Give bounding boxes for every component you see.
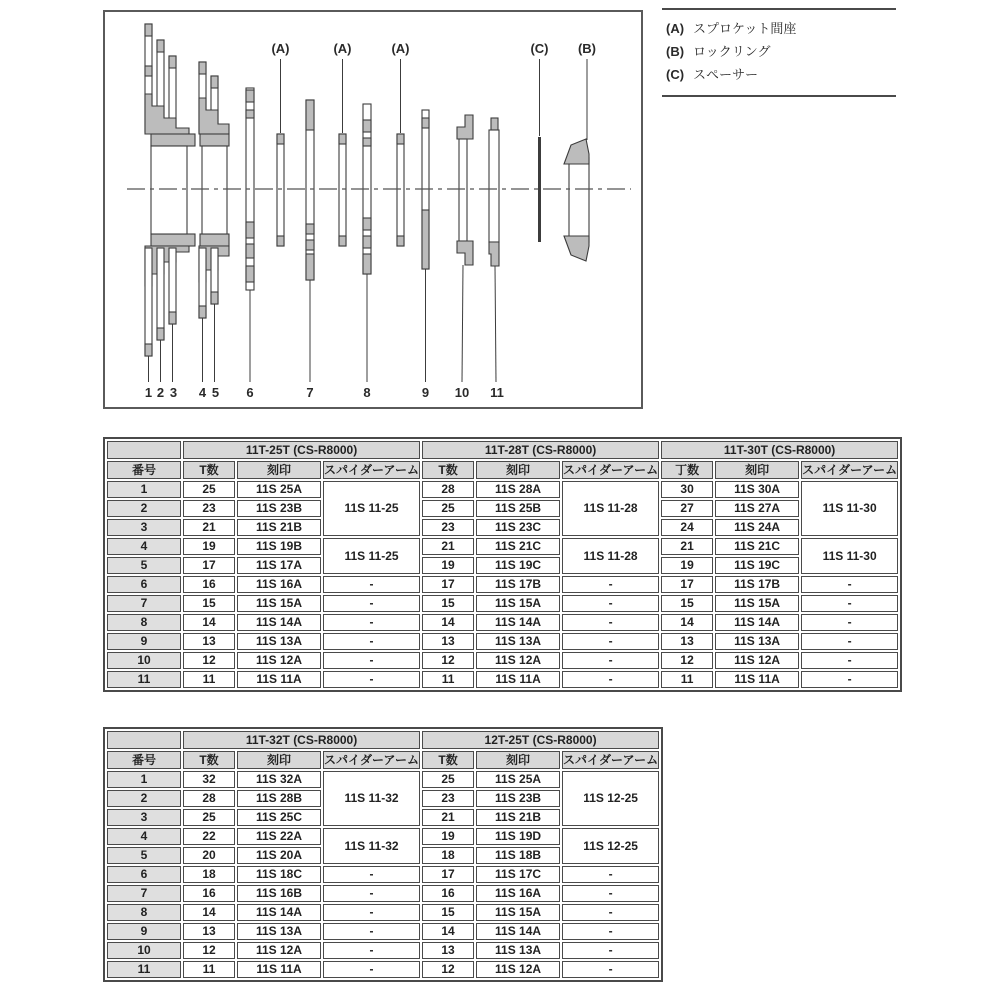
legend [662,8,896,97]
table-row [107,885,659,902]
column-header: 丁数 [661,461,713,479]
engraving-cell: 11S 17C [476,866,560,883]
callout-leader-lines [281,59,588,140]
t-count-cell: 19 [661,557,713,574]
lock-ring-b [564,139,589,261]
table-row [107,519,898,536]
spider-arm-cell: - [562,576,659,593]
engraving-cell: 11S 16B [237,885,321,902]
engraving-cell: 11S 13A [476,633,560,650]
engraving-cell: 11S 23C [476,519,560,536]
spider-arm-cell: - [562,614,659,631]
t-count-cell: 12 [422,652,474,669]
t-count-cell: 19 [422,557,474,574]
spider-arm-cell: - [323,595,420,612]
spider-arm-cell: - [562,652,659,669]
spider-arm-cell: - [562,866,659,883]
t-count-cell: 20 [183,847,235,864]
t-count-cell: 21 [661,538,713,555]
engraving-cell: 11S 17A [237,557,321,574]
table-row [107,595,898,612]
table-row [107,557,898,574]
sprocket-cluster-4-5 [199,62,229,318]
column-header: T数 [422,461,474,479]
t-count-cell: 17 [183,557,235,574]
group-title: 11T-32T (CS-R8000) [183,731,420,749]
t-count-cell: 17 [422,576,474,593]
row-number-cell: 7 [107,595,181,612]
row-number-cell: 2 [107,790,181,807]
table-row [107,828,659,845]
t-count-cell: 18 [422,847,474,864]
engraving-cell: 11S 23B [476,790,560,807]
column-header: T数 [183,461,235,479]
legend-label-c: スペーサー [693,67,759,82]
spider-arm-cell: - [562,923,659,940]
spider-arm-cell: - [323,866,420,883]
t-count-cell: 16 [422,885,474,902]
sprocket-spacer-a2 [339,134,346,246]
table-row [107,961,659,978]
table-row [107,538,898,555]
cassette-diagram-svg [105,12,641,407]
sprocket-11 [489,118,499,266]
column-header: 刻印 [476,461,560,479]
part-number-8: 8 [363,385,371,400]
column-header: スパイダーアーム [802,463,898,477]
t-count-cell: 21 [422,538,474,555]
engraving-cell: 11S 13A [715,633,799,650]
spider-arm-cell: - [562,904,659,921]
part-number-2: 2 [156,385,165,400]
row-number-cell: 8 [107,904,181,921]
table-corner-cell [107,731,181,749]
column-header: スパイダーアーム [324,463,420,477]
engraving-cell: 11S 21B [237,519,321,536]
t-count-cell: 21 [422,809,474,826]
engraving-cell: 11S 14A [476,923,560,940]
spider-arm-cell: - [323,614,420,631]
engraving-cell: 11S 11A [476,671,560,688]
column-header: 刻印 [237,751,321,769]
engraving-cell: 11S 18B [476,847,560,864]
sprocket-spacer-a3 [397,134,404,246]
engraving-cell: 11S 16A [476,885,560,902]
spider-arm-cell: - [801,671,898,688]
row-number-cell: 5 [107,847,181,864]
t-count-cell: 18 [183,866,235,883]
t-count-cell: 19 [183,538,235,555]
spider-arm-cell: - [562,961,659,978]
callout-b: (B) [577,41,597,56]
t-count-cell: 28 [422,481,474,498]
t-count-cell: 23 [422,519,474,536]
column-header: スパイダーアーム [563,753,659,767]
legend-key-b: (B) [666,44,685,59]
t-count-cell: 11 [183,671,235,688]
row-number-cell: 4 [107,538,181,555]
sprocket-10 [457,115,473,265]
t-count-cell: 25 [422,771,474,788]
column-header: 刻印 [476,751,560,769]
engraving-cell: 11S 12A [476,652,560,669]
engraving-cell: 11S 17B [476,576,560,593]
spider-arm-cell: - [801,614,898,631]
row-number-cell: 5 [107,557,181,574]
row-number-cell: 9 [107,633,181,650]
row-number-cell: 1 [107,481,181,498]
engraving-cell: 11S 15A [476,595,560,612]
table-row [107,671,898,688]
t-count-cell: 25 [422,500,474,517]
part-number-4: 4 [198,385,207,400]
t-count-cell: 15 [183,595,235,612]
spider-arm-cell: - [323,671,420,688]
engraving-cell: 11S 32A [237,771,321,788]
spider-arm-cell: 11S 11-25 [323,538,420,574]
spec-table-2 [103,727,663,982]
cassette-exploded-diagram [103,10,643,409]
t-count-cell: 13 [183,923,235,940]
engraving-cell: 11S 25A [237,481,321,498]
engraving-cell: 11S 28A [476,481,560,498]
legend-item-a [666,17,894,40]
row-number-cell: 7 [107,885,181,902]
t-count-cell: 13 [422,942,474,959]
legend-key-c: (C) [666,67,685,82]
t-count-cell: 19 [422,828,474,845]
spider-arm-cell: - [323,923,420,940]
group-title: 11T-25T (CS-R8000) [183,441,420,459]
spider-arm-cell: - [562,885,659,902]
t-count-cell: 16 [183,885,235,902]
spider-arm-cell: - [323,885,420,902]
spider-arm-cell: - [323,652,420,669]
engraving-cell: 11S 19D [476,828,560,845]
table-row [107,614,898,631]
row-number-cell: 10 [107,942,181,959]
spider-arm-cell: 11S 11-30 [801,538,898,574]
table-row [107,633,898,650]
spider-arm-cell: 11S 12-25 [562,828,659,864]
sprocket-7 [306,100,314,280]
table-row [107,481,898,498]
spider-arm-cell: 11S 11-28 [562,538,659,574]
t-count-cell: 32 [183,771,235,788]
engraving-cell: 11S 28B [237,790,321,807]
row-number-cell: 10 [107,652,181,669]
part-number-1: 1 [144,385,153,400]
column-header: スパイダーアーム [563,463,659,477]
engraving-cell: 11S 12A [237,652,321,669]
t-count-cell: 16 [183,576,235,593]
engraving-cell: 11S 15A [476,904,560,921]
t-count-cell: 14 [422,923,474,940]
column-header: T数 [422,751,474,769]
legend-item-b [666,40,894,63]
row-number-cell: 2 [107,500,181,517]
row-number-cell: 4 [107,828,181,845]
part-number-10: 10 [454,385,470,400]
engraving-cell: 11S 11A [237,961,321,978]
part-number-11: 11 [490,385,504,400]
spider-arm-cell: 11S 11-32 [323,771,420,826]
sprocket-spacer-a1 [277,134,284,246]
engraving-cell: 11S 21B [476,809,560,826]
engraving-cell: 11S 14A [237,614,321,631]
t-count-cell: 11 [183,961,235,978]
row-number-cell: 6 [107,866,181,883]
engraving-cell: 11S 15A [715,595,799,612]
table-row [107,866,659,883]
t-count-cell: 12 [183,652,235,669]
column-header: スパイダーアーム [324,753,420,767]
part-number-6: 6 [246,385,254,400]
legend-label-a: スプロケット間座 [693,21,797,36]
t-count-cell: 25 [183,481,235,498]
t-count-cell: 23 [183,500,235,517]
spider-arm-cell: - [323,961,420,978]
t-count-cell: 17 [661,576,713,593]
t-count-cell: 27 [661,500,713,517]
t-count-cell: 13 [661,633,713,650]
spider-arm-cell: 11S 12-25 [562,771,659,826]
spider-arm-cell: - [562,942,659,959]
engraving-cell: 11S 30A [715,481,799,498]
engraving-cell: 11S 18C [237,866,321,883]
table-corner-cell [107,441,181,459]
spider-arm-cell: 11S 11-25 [323,481,420,536]
engraving-cell: 11S 20A [237,847,321,864]
row-number-cell: 11 [107,961,181,978]
spider-arm-cell: - [801,576,898,593]
engraving-cell: 11S 19B [237,538,321,555]
engraving-cell: 11S 19C [476,557,560,574]
engraving-cell: 11S 21C [476,538,560,555]
column-header: 刻印 [715,461,799,479]
engraving-cell: 11S 14A [476,614,560,631]
t-count-cell: 15 [422,904,474,921]
t-count-cell: 14 [183,904,235,921]
group-title: 12T-25T (CS-R8000) [422,731,659,749]
t-count-cell: 13 [422,633,474,650]
row-number-cell: 6 [107,576,181,593]
callout-a2: (A) [333,41,352,56]
engraving-cell: 11S 12A [715,652,799,669]
table-row [107,652,898,669]
t-count-cell: 23 [422,790,474,807]
sprocket-cluster-1-3 [145,24,195,356]
spider-arm-cell: 11S 11-30 [801,481,898,536]
row-number-cell: 9 [107,923,181,940]
spider-arm-cell: - [323,576,420,593]
callout-a1: (A) [271,41,290,56]
engraving-cell: 11S 16A [237,576,321,593]
group-title: 11T-30T (CS-R8000) [661,441,898,459]
column-header: T数 [183,751,235,769]
legend-label-b: ロックリング [693,44,771,59]
column-header-number: 番号 [107,751,181,769]
part-number-5: 5 [211,385,220,400]
row-number-cell: 1 [107,771,181,788]
spider-arm-cell: - [323,904,420,921]
engraving-cell: 11S 24A [715,519,799,536]
table-row [107,942,659,959]
spider-arm-cell: - [562,633,659,650]
group-title: 11T-28T (CS-R8000) [422,441,659,459]
engraving-cell: 11S 21C [715,538,799,555]
t-count-cell: 17 [422,866,474,883]
spider-arm-cell: - [801,595,898,612]
t-count-cell: 28 [183,790,235,807]
column-header-number: 番号 [107,461,181,479]
column-header: 刻印 [237,461,321,479]
row-number-cell: 8 [107,614,181,631]
t-count-cell: 30 [661,481,713,498]
engraving-cell: 11S 25C [237,809,321,826]
t-count-cell: 14 [183,614,235,631]
row-number-cell: 11 [107,671,181,688]
t-count-cell: 12 [661,652,713,669]
t-count-cell: 24 [661,519,713,536]
t-count-cell: 15 [422,595,474,612]
t-count-cell: 22 [183,828,235,845]
t-count-cell: 12 [422,961,474,978]
spider-arm-cell: 11S 11-32 [323,828,420,864]
engraving-cell: 11S 11A [237,671,321,688]
engraving-cell: 11S 13A [237,923,321,940]
engraving-cell: 11S 25A [476,771,560,788]
spider-arm-cell: - [801,652,898,669]
engraving-cell: 11S 11A [715,671,799,688]
part-number-7: 7 [306,385,314,400]
engraving-cell: 11S 12A [476,961,560,978]
engraving-cell: 11S 27A [715,500,799,517]
part-number-9: 9 [421,385,430,400]
t-count-cell: 12 [183,942,235,959]
engraving-cell: 11S 19C [715,557,799,574]
callout-a3: (A) [391,41,410,56]
table-row [107,923,659,940]
row-number-cell: 3 [107,809,181,826]
spider-arm-cell: 11S 11-28 [562,481,659,536]
table-row [107,904,659,921]
spider-arm-cell: - [323,633,420,650]
engraving-cell: 11S 14A [237,904,321,921]
engraving-cell: 11S 15A [237,595,321,612]
engraving-cell: 11S 12A [237,942,321,959]
table-row [107,771,659,788]
table-row [107,500,898,517]
engraving-cell: 11S 22A [237,828,321,845]
t-count-cell: 25 [183,809,235,826]
table-row [107,576,898,593]
spider-arm-cell: - [801,633,898,650]
t-count-cell: 21 [183,519,235,536]
t-count-cell: 14 [422,614,474,631]
spider-arm-cell: - [562,595,659,612]
legend-key-a: (A) [666,21,685,36]
engraving-cell: 11S 13A [476,942,560,959]
spec-table-1 [103,437,902,692]
row-number-cell: 3 [107,519,181,536]
t-count-cell: 15 [661,595,713,612]
t-count-cell: 11 [422,671,474,688]
engraving-cell: 11S 14A [715,614,799,631]
spider-arm-cell: - [323,942,420,959]
part-number-3: 3 [169,385,178,400]
callout-c: (C) [530,41,549,56]
t-count-cell: 13 [183,633,235,650]
t-count-cell: 14 [661,614,713,631]
engraving-cell: 11S 17B [715,576,799,593]
t-count-cell: 11 [661,671,713,688]
engraving-cell: 11S 25B [476,500,560,517]
spider-arm-cell: - [562,671,659,688]
engraving-cell: 11S 13A [237,633,321,650]
engraving-cell: 11S 23B [237,500,321,517]
legend-item-c [666,63,894,86]
